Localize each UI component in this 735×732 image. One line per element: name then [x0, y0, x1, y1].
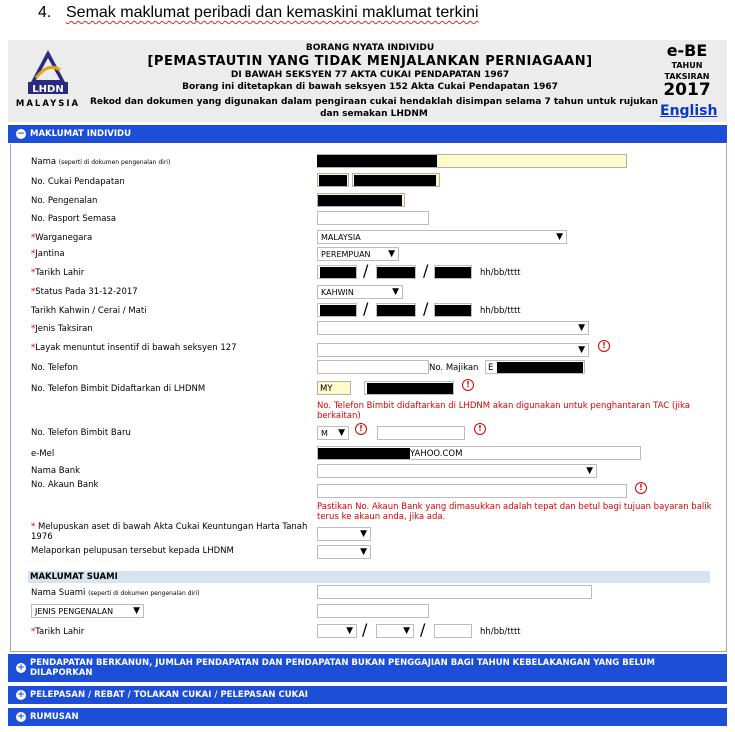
step-number: 4.	[38, 4, 52, 21]
date-separator: /	[363, 261, 369, 280]
collapse-icon: −	[17, 129, 25, 139]
telefon-input[interactable]	[317, 360, 429, 374]
form-code: e-BE	[666, 41, 708, 60]
section-label: PENDAPATAN BERKANUN, JUMLAH PENDAPATAN DAN PENDAPATAN BUKAN PENGGAJIAN BAGI TAHUN KEBELAKANGAN YANG BELUM DILAPORKAN	[30, 658, 655, 678]
taksiran-label: *Jenis Taksiran	[31, 324, 93, 334]
akaun-label: No. Akaun Bank	[31, 480, 99, 490]
redacted-block	[318, 448, 410, 459]
date-format-hint: hh/bb/tttt	[480, 268, 521, 278]
bank-label: Nama Bank	[31, 466, 81, 476]
chevron-down-icon: ▼	[360, 529, 367, 539]
chevron-down-icon: ▼	[338, 428, 345, 438]
suami-section-header: MAKLUMAT SUAMI	[28, 571, 710, 583]
expand-icon: +	[17, 712, 25, 722]
step-title: Semak maklumat peribadi dan kemaskini maklumat terkini	[66, 4, 479, 21]
section-rumusan[interactable]	[8, 708, 727, 726]
pengenalan-label: No. Pengenalan	[31, 196, 98, 206]
expand-icon: +	[17, 690, 25, 700]
bimbit-baru-label: No. Telefon Bimbit Baru	[31, 428, 131, 438]
melupus-select[interactable]	[317, 527, 371, 541]
redacted-block	[320, 267, 356, 278]
assessment-year: 2017	[663, 80, 711, 100]
suami-lahir-month-select[interactable]	[376, 624, 414, 638]
form-code-block	[652, 41, 722, 100]
date-separator: /	[423, 261, 429, 280]
melupus-label: * Melupuskan aset di bawah Akta Cukai Keuntungan Harta Tanah 1976	[31, 522, 308, 542]
section-label: RUMUSAN	[30, 712, 79, 722]
majikan-prefix: E	[488, 363, 494, 373]
jantina-label: *Jantina	[31, 249, 65, 259]
info-icon[interactable]: !	[635, 482, 647, 494]
chevron-down-icon: ▼	[578, 323, 585, 333]
tahun-label: TAHUN	[671, 61, 703, 70]
chevron-down-icon: ▼	[360, 547, 367, 557]
bimbit-prefix-input[interactable]	[317, 381, 351, 395]
akaun-input[interactable]	[317, 484, 627, 498]
redacted-block	[377, 267, 415, 278]
status-label: *Status Pada 31-12-2017	[31, 287, 138, 297]
suami-lahir-year-input[interactable]	[434, 624, 472, 638]
warga-select[interactable]: MALAYSIA ▼	[317, 230, 567, 244]
section-maklumat-individu[interactable]	[8, 125, 727, 143]
redacted-block	[435, 305, 471, 316]
date-separator: /	[420, 620, 426, 639]
bimbit-baru-input[interactable]	[377, 426, 465, 440]
section-pelepasan[interactable]	[8, 686, 727, 704]
status-select[interactable]: KAHWIN ▼	[317, 285, 403, 299]
date-format-hint: hh/bb/tttt	[480, 306, 521, 316]
date-separator: /	[363, 299, 369, 318]
suami-pengenalan-input[interactable]	[317, 604, 429, 618]
form-prescribed: Borang ini ditetapkan di bawah seksyen 152 Akta Cukai Pendapatan 1967	[182, 82, 558, 92]
redacted-block	[354, 175, 436, 186]
telefon-label: No. Telefon	[31, 363, 78, 373]
jenis-pengenalan-select[interactable]: JENIS PENGENALAN ▼	[31, 604, 144, 618]
step-heading	[38, 4, 479, 22]
email-label: e-Mel	[31, 449, 55, 459]
info-icon[interactable]: !	[598, 340, 610, 352]
chevron-down-icon: ▼	[578, 345, 585, 355]
taksiran-select[interactable]	[317, 321, 589, 335]
warga-label: *Warganegara	[31, 233, 93, 243]
bimbit-label: No. Telefon Bimbit Didaftarkan di LHDNM	[31, 384, 206, 394]
redacted-block	[377, 305, 415, 316]
cukai-label: No. Cukai Pendapatan	[31, 177, 125, 187]
melapor-select[interactable]	[317, 545, 371, 559]
suami-nama-label: Nama Suami (seperti di dokumen pengenalan diri)	[31, 588, 200, 598]
date-format-hint: hh/bb/tttt	[480, 627, 521, 637]
section-pendapatan[interactable]	[8, 654, 727, 682]
form-title: [PEMASTAUTIN YANG TIDAK MENJALANKAN PERNIAGAAN]	[147, 54, 593, 69]
logo-country: MALAYSIA	[15, 99, 81, 109]
english-link[interactable]: English	[660, 103, 718, 119]
nama-label: Nama (seperti di dokumen pengenalan diri)	[31, 157, 171, 167]
suami-lahir-label: *Tarikh Lahir	[31, 627, 85, 637]
bimbit-prefix: MY	[320, 384, 333, 394]
chevron-down-icon: ▼	[133, 606, 140, 616]
chevron-down-icon: ▼	[346, 626, 353, 636]
chevron-down-icon: ▼	[392, 287, 399, 297]
form-record-note: Rekod dan dokumen yang digunakan dalam pengiraan cukai hendaklah disimpan selama 7 tahun untuk rujukan dan semakan LHDNM	[89, 97, 659, 119]
redacted-block	[497, 362, 583, 373]
redacted-block	[318, 195, 402, 206]
melapor-label: Melaporkan pelupusan tersebut kepada LHDNM	[31, 546, 234, 556]
section-label: MAKLUMAT INDIVIDU	[30, 129, 131, 139]
majikan-label: No. Majikan	[429, 363, 479, 373]
form-type: BORANG NYATA INDIVIDU	[305, 43, 435, 53]
bank-select[interactable]	[317, 464, 597, 478]
suami-nama-input[interactable]	[317, 585, 592, 599]
redacted-block	[435, 267, 471, 278]
suami-hint: (seperti di dokumen pengenalan diri)	[88, 590, 200, 597]
redacted-block	[320, 305, 356, 316]
lhdn-logo	[10, 48, 86, 110]
akaun-note: Pastikan No. Akaun Bank yang dimasukkan adalah tepat dan betul bagi tujuan bayaran balik terus ke akaun anda, jika ada.	[317, 502, 712, 522]
info-icon[interactable]: !	[462, 379, 474, 391]
chevron-down-icon: ▼	[388, 249, 395, 259]
chevron-down-icon: ▼	[403, 626, 410, 636]
lahir-label: *Tarikh Lahir	[31, 268, 85, 278]
logo-text: LHDN	[32, 84, 64, 95]
layak-label: *Layak menuntut insentif di bawah seksyen 127	[31, 343, 237, 353]
date-separator: /	[423, 299, 429, 318]
nama-hint: (seperti di dokumen pengenalan diri)	[58, 159, 171, 166]
info-icon[interactable]: !	[474, 423, 486, 435]
redacted-block	[319, 175, 347, 186]
redacted-block	[317, 155, 437, 167]
suami-lahir-day-select[interactable]	[317, 624, 357, 638]
chevron-down-icon: ▼	[556, 232, 563, 242]
jantina-select[interactable]: PEREMPUAN ▼	[317, 247, 399, 261]
section-label: PELEPASAN / REBAT / TOLAKAN CUKAI / PELEPASAN CUKAI	[30, 690, 308, 700]
pasport-label: No. Pasport Semasa	[31, 214, 117, 224]
form-section: DI BAWAH SEKSYEN 77 AKTA CUKAI PENDAPATAN 1967	[230, 70, 510, 80]
email-value: YAHOO.COM	[410, 449, 463, 459]
chevron-down-icon: ▼	[586, 466, 593, 476]
bimbit-note: No. Telefon Bimbit didaftarkan di LHDNM akan digunakan untuk penghantaran TAC (jika berkaitan)	[317, 401, 690, 421]
expand-icon: +	[17, 663, 25, 673]
pasport-input[interactable]	[317, 211, 429, 225]
date-separator: /	[362, 620, 368, 639]
bimbit-baru-prefix-select[interactable]: M ▼	[317, 426, 349, 440]
layak-select[interactable]	[317, 343, 589, 357]
taksiran-label: TAKSIRAN	[664, 72, 710, 81]
kahwin-tarikh-label: Tarikh Kahwin / Cerai / Mati	[31, 306, 147, 316]
info-icon[interactable]: !	[355, 423, 367, 435]
redacted-block	[367, 383, 453, 394]
